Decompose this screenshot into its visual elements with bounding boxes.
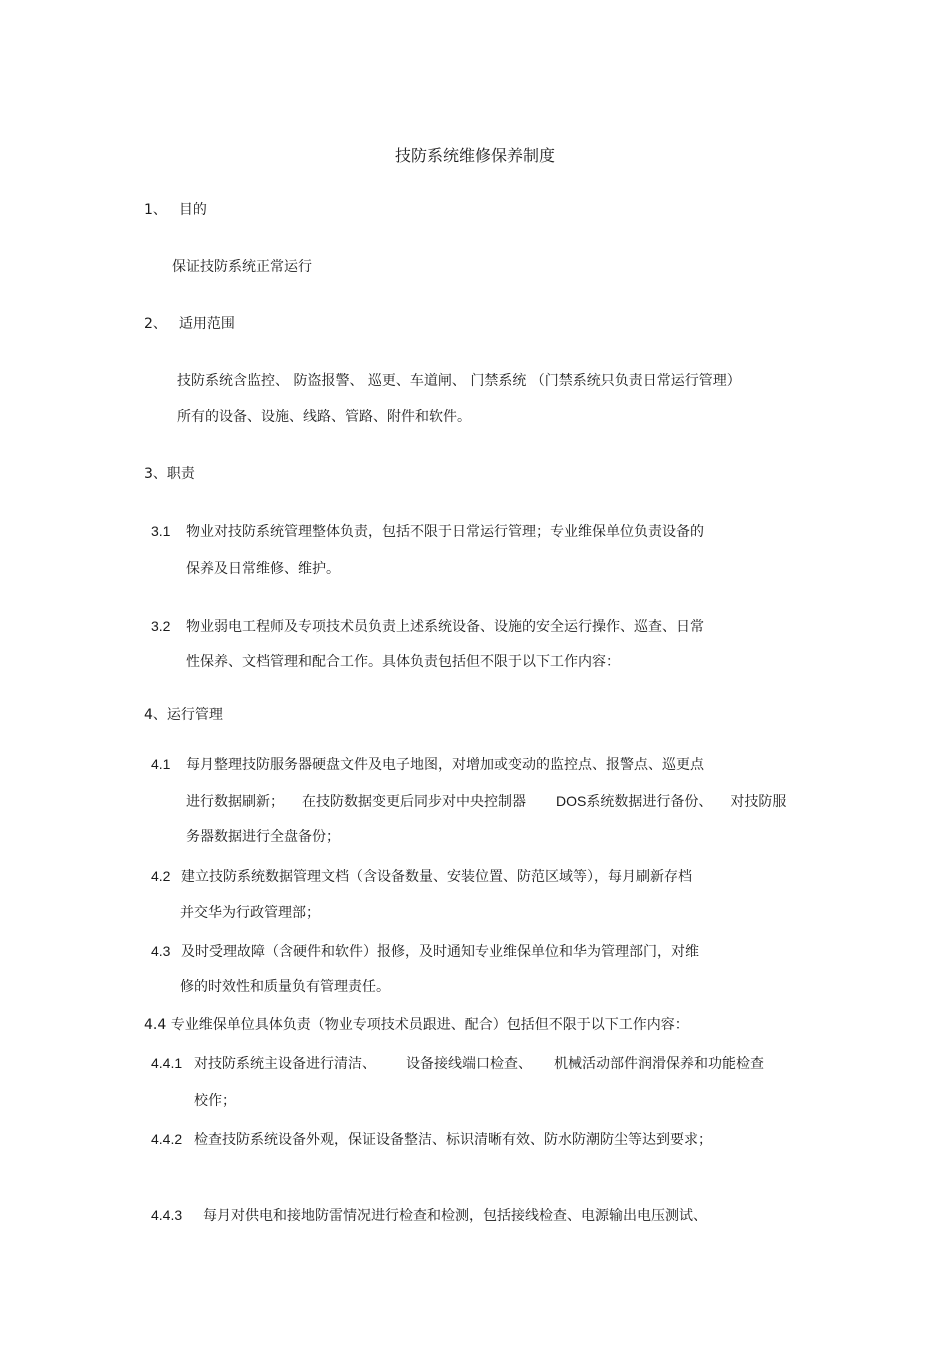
section-number: 1、 [144,202,167,218]
item-4-4-1-line-1 [151,1054,764,1073]
item-text: 检查技防系统设备外观，保证设备整洁、标识清晰有效、防水防潮防尘等达到要求； [194,1132,712,1148]
section-title: 目的 [178,202,207,218]
section-title: 适用范围 [178,316,235,332]
item-text: 物业弱电工程师及专项技术员负责上述系统设备、设施的安全运行操作、巡查、日常 [186,619,704,635]
item-text: DOS [556,793,587,809]
item-text: 机械活动部件润滑保养和功能检查 [554,1056,764,1072]
item-text: 对技防系统主设备进行清洁、 [194,1056,376,1072]
item-number: 4.3 [151,943,171,959]
item-text: 进行数据刷新； [186,794,284,810]
section-2-body-line-1: 技防系统含监控、 防盗报警、 巡更、车道闸、 门禁系统 （门禁系统只负责日常运行管理） [177,373,741,389]
item-text: 及时受理故障（含硬件和软件）报修，及时通知专业维保单位和华为管理部门，对维 [181,944,699,960]
item-text: 对技防服 [730,794,787,810]
section-2-body-line-2: 所有的设备、设施、线路、管路、附件和软件。 [177,409,471,425]
item-number: 4.1 [151,756,171,772]
section-number: 2、 [144,316,167,332]
section-3-heading: 3、职责 [144,466,195,482]
item-number: 4.4.3 [151,1207,183,1223]
item-number: 4.4.2 [151,1131,183,1147]
item-text: 系统数据进行备份、 [586,794,713,810]
item-4-4-1-line-2: 校作； [194,1093,236,1109]
item-4-1-line-3: 务器数据进行全盘备份； [186,829,340,845]
item-number: 3.1 [151,523,171,539]
section-1-heading [144,201,207,219]
item-4-4-line: 4.4 专业维保单位具体负责（物业专项技术员跟进、配合）包括但不限于以下工作内容： [144,1017,689,1033]
item-3-1-line-1 [151,522,704,541]
item-4-3-line-1 [151,942,699,961]
section-2-heading [144,315,235,333]
item-text: 每月对供电和接地防雷情况进行检查和检测，包括接线检查、电源输出电压测试、 [203,1208,707,1224]
item-text: 设备接线端口检查、 [406,1056,532,1072]
item-text: 每月整理技防服务器硬盘文件及电子地图，对增加或变动的监控点、报警点、巡更点 [186,757,704,773]
item-number: 4.4.1 [151,1055,183,1071]
item-text: 在技防数据变更后同步对中央控制器 [302,794,526,810]
document-title: 技防系统维修保养制度 [394,146,555,165]
item-4-1-line-1 [151,755,704,774]
section-4-heading: 4、运行管理 [144,707,223,723]
item-text: 建立技防系统数据管理文档（含设备数量、安装位置、防范区域等），每月刷新存档 [181,869,692,885]
item-4-2-line-1 [151,867,692,886]
item-3-2-line-1 [151,617,704,636]
item-4-4-3-line-1 [151,1206,707,1225]
item-3-2-line-2: 性保养、文档管理和配合工作。具体负责包括但不限于以下工作内容： [186,654,620,670]
item-4-1-line-2 [186,792,786,811]
item-text: 物业对技防系统管理整体负责，包括不限于日常运行管理；专业维保单位负责设备的 [186,524,704,540]
item-3-1-line-2: 保养及日常维修、维护。 [186,561,340,577]
item-4-3-line-2: 修的时效性和质量负有管理责任。 [180,979,390,995]
item-number: 3.2 [151,618,171,634]
item-number: 4.2 [151,868,171,884]
item-4-2-line-2: 并交华为行政管理部； [180,905,320,921]
item-4-4-2-line-1 [151,1130,712,1149]
section-1-body: 保证技防系统正常运行 [172,259,312,275]
